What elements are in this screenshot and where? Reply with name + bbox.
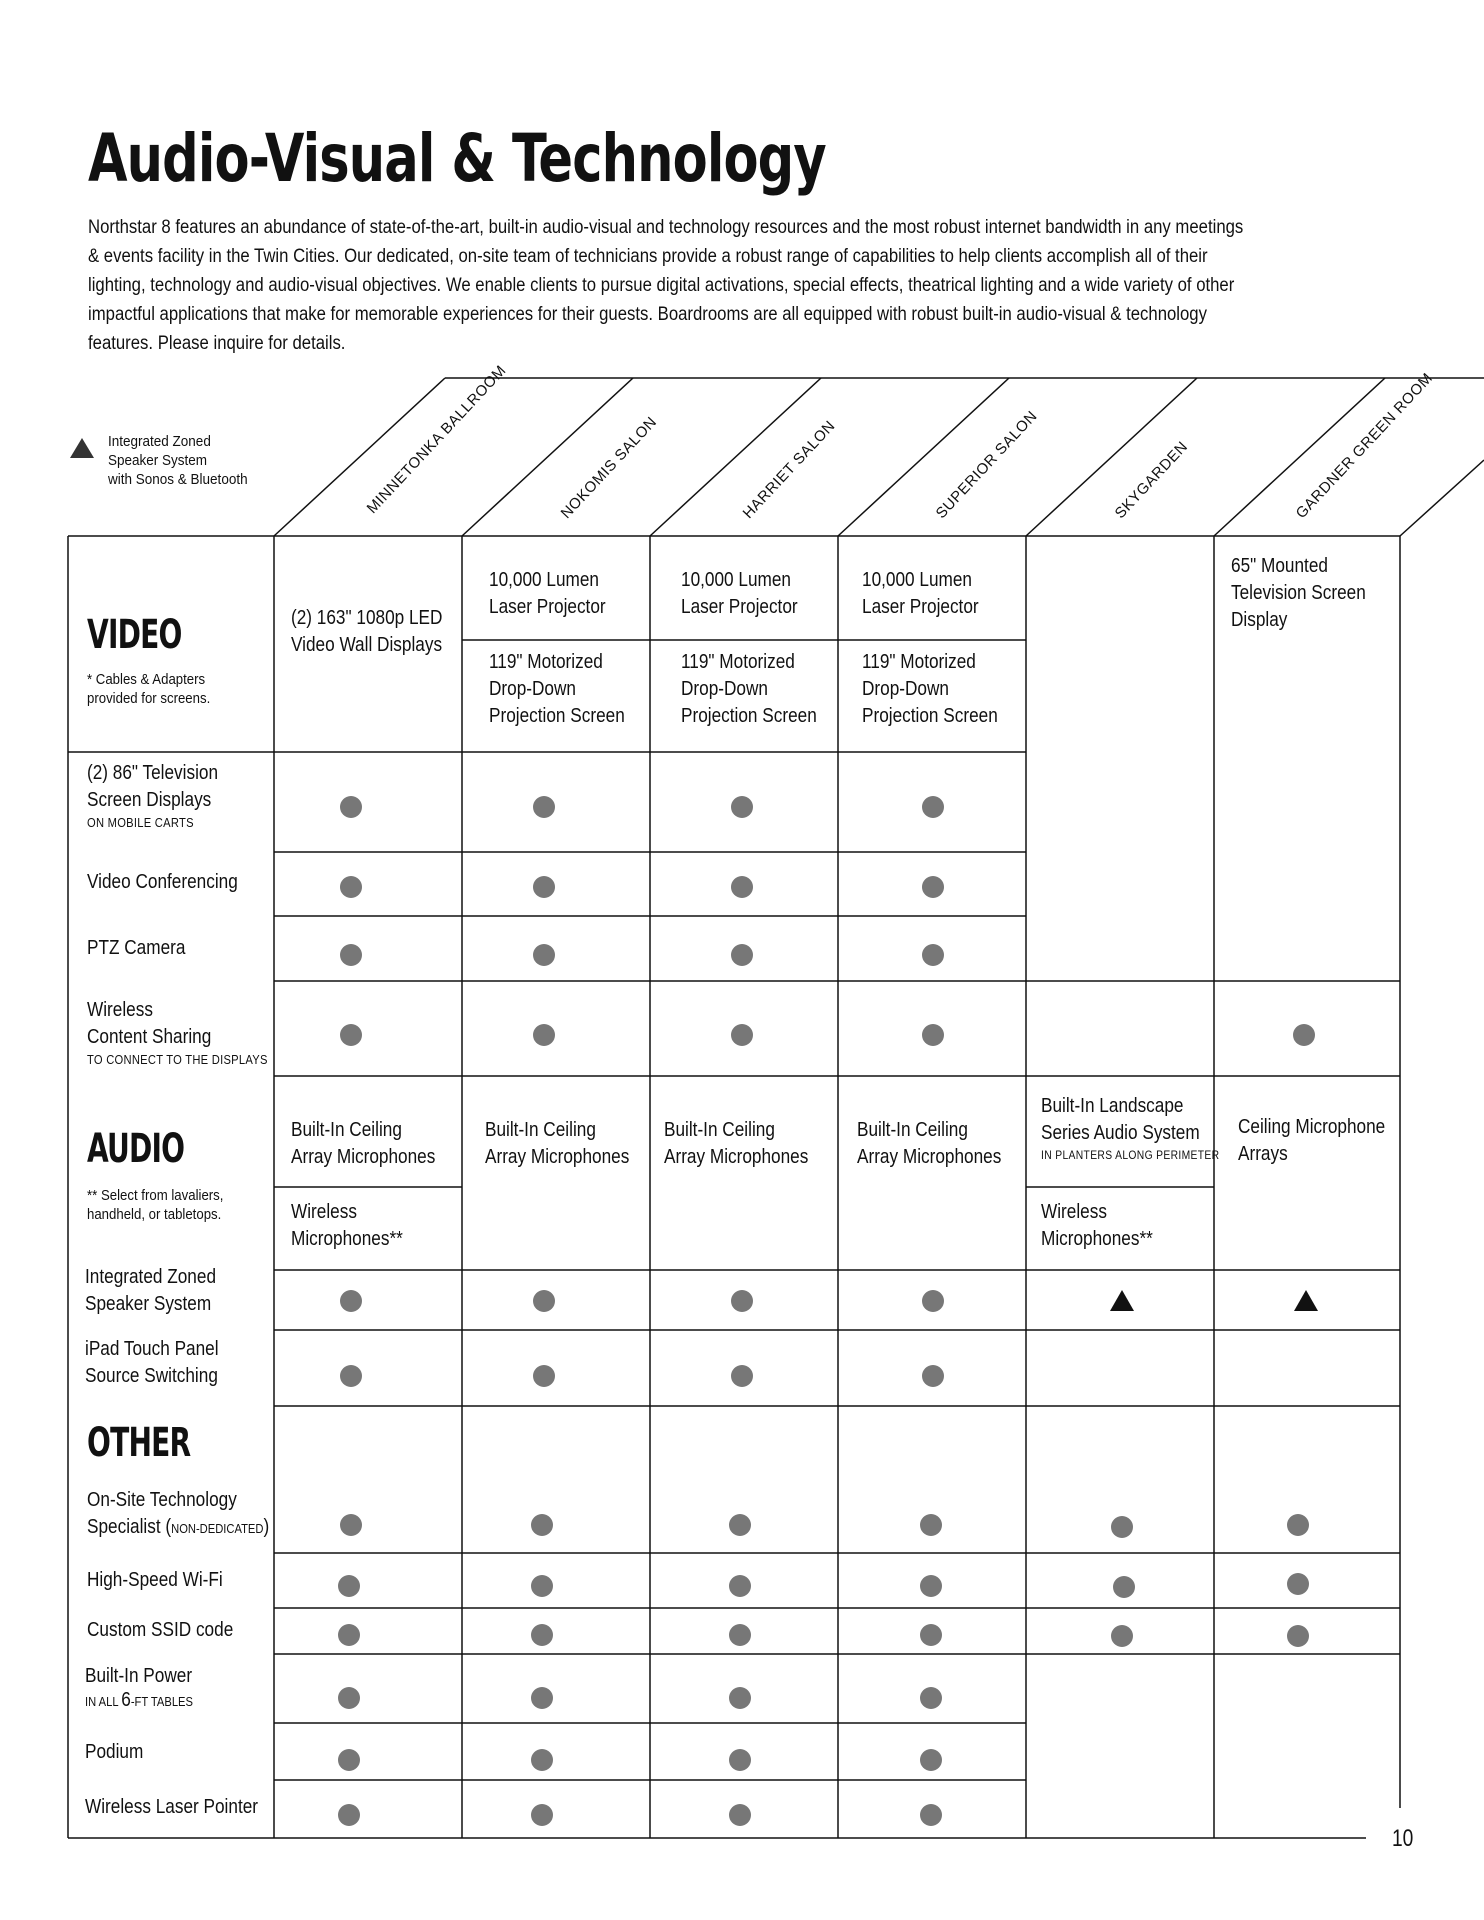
video-note — [87, 670, 210, 708]
cell-line: Projection Screen — [489, 705, 625, 727]
availability-dot — [922, 796, 944, 818]
availability-dot — [729, 1514, 751, 1536]
cell-line: Series Audio System — [1041, 1122, 1200, 1144]
availability-dot — [729, 1749, 751, 1771]
cell-line: Built-In Landscape — [1041, 1095, 1184, 1117]
cell-screen-superior — [862, 649, 998, 730]
cell-line: Built-In Ceiling — [485, 1119, 596, 1141]
label-line: Speaker System — [85, 1293, 212, 1315]
cell-line: Projection Screen — [681, 705, 817, 727]
availability-dot — [533, 876, 555, 898]
cell-line: 10,000 Lumen — [862, 569, 972, 591]
availability-dot — [920, 1687, 942, 1709]
cell-line: 119" Motorized — [681, 651, 795, 673]
cell-line: Built-In Ceiling — [291, 1119, 402, 1141]
cell-line: Projection Screen — [862, 705, 998, 727]
availability-dot — [1113, 1576, 1135, 1598]
cell-screen-nokomis — [489, 649, 625, 730]
cell-wireless-mics-skygarden — [1041, 1199, 1153, 1253]
audio-note — [87, 1186, 223, 1224]
availability-dot — [922, 1365, 944, 1387]
availability-dot — [533, 1365, 555, 1387]
availability-dot — [1287, 1625, 1309, 1647]
availability-dot — [340, 1290, 362, 1312]
cell-line: Drop-Down — [681, 678, 768, 700]
label-sub-text: -FT TABLES — [130, 1694, 193, 1709]
label-sub-number: 6 — [121, 1689, 131, 1711]
label-line: (2) 86" Television — [87, 762, 219, 784]
column-header-nokomis: NOKOMIS SALON — [557, 413, 661, 522]
availability-dot — [920, 1514, 942, 1536]
page-number: 10 — [1392, 1825, 1414, 1852]
availability-dot — [531, 1624, 553, 1646]
row-label-laser-pointer: Wireless Laser Pointer — [85, 1796, 259, 1818]
cell-line: 10,000 Lumen — [489, 569, 599, 591]
cell-line: Built-In Ceiling — [664, 1119, 775, 1141]
availability-dot — [340, 944, 362, 966]
section-title-video: VIDEO — [87, 612, 182, 658]
label-line: Built-In Power — [85, 1665, 193, 1687]
availability-dot — [338, 1804, 360, 1826]
cell-line: Wireless — [1041, 1201, 1107, 1223]
cell-line: Laser Projector — [862, 596, 979, 618]
cell-line: Array Microphones — [664, 1146, 809, 1168]
cell-line: Video Wall Displays — [291, 634, 443, 656]
note-line: ** Select from lavaliers, — [87, 1187, 224, 1204]
availability-dot — [340, 1024, 362, 1046]
cell-ceiling-array-superior — [857, 1117, 1001, 1171]
row-label-ipad-touch-panel — [85, 1336, 219, 1390]
cell-projector-superior — [862, 567, 979, 621]
label-text: Specialist ( — [87, 1516, 172, 1538]
label-line: Integrated Zoned — [85, 1266, 217, 1288]
label-line: On-Site Technology — [87, 1489, 237, 1511]
cell-line: Microphones** — [1041, 1228, 1153, 1250]
label-line — [87, 1514, 269, 1542]
availability-dot — [533, 1290, 555, 1312]
cell-projector-nokomis — [489, 567, 606, 621]
label-sub: NON-DEDICATED — [171, 1521, 264, 1536]
row-label-ptz-camera: PTZ Camera — [87, 937, 186, 959]
availability-dot — [731, 1024, 753, 1046]
cell-projector-harriet — [681, 567, 798, 621]
label-line: Source Switching — [85, 1365, 218, 1387]
availability-dot — [729, 1687, 751, 1709]
cell-line: Television Screen — [1231, 582, 1366, 604]
cell-line: Ceiling Microphone — [1238, 1116, 1386, 1138]
availability-dot — [731, 1365, 753, 1387]
column-header-minnetonka: MINNETONKA BALLROOM — [363, 362, 510, 517]
cell-line: Array Microphones — [485, 1146, 630, 1168]
row-label-built-in-power — [85, 1663, 193, 1712]
availability-dot — [531, 1687, 553, 1709]
row-label-wireless-content-sharing — [87, 997, 268, 1068]
cell-line: 119" Motorized — [489, 651, 603, 673]
availability-dot — [533, 796, 555, 818]
availability-dot — [1111, 1516, 1133, 1538]
availability-dot — [731, 876, 753, 898]
availability-dot — [922, 1290, 944, 1312]
cell-line: Laser Projector — [489, 596, 606, 618]
column-header-gardner: GARDNER GREEN ROOM — [1292, 369, 1437, 522]
label-sub-text: IN ALL — [85, 1694, 122, 1709]
row-label-wifi: High-Speed Wi-Fi — [87, 1569, 223, 1591]
availability-dot — [338, 1687, 360, 1709]
row-label-video-conferencing: Video Conferencing — [87, 871, 238, 893]
row-label-on-site-technology — [87, 1487, 269, 1542]
cell-line: Arrays — [1238, 1143, 1288, 1165]
availability-dot — [731, 944, 753, 966]
availability-dot — [1287, 1573, 1309, 1595]
availability-dot — [1111, 1625, 1133, 1647]
cell-line: 10,000 Lumen — [681, 569, 791, 591]
cell-line: 119" Motorized — [862, 651, 976, 673]
availability-dot — [340, 796, 362, 818]
label-sub: ON MOBILE CARTS — [87, 815, 194, 830]
cell-ceiling-mic-gardner — [1238, 1114, 1385, 1168]
availability-dot — [1287, 1514, 1309, 1536]
column-header-harriet: HARRIET SALON — [739, 417, 839, 522]
legend-line: Speaker System — [108, 452, 208, 469]
triangle-icon — [1110, 1290, 1134, 1311]
availability-dot — [922, 1024, 944, 1046]
availability-dot — [531, 1804, 553, 1826]
availability-dot — [531, 1749, 553, 1771]
row-label-tv — [87, 760, 218, 831]
label-line: iPad Touch Panel — [85, 1338, 219, 1360]
note-line: provided for screens. — [87, 690, 211, 707]
availability-dot — [922, 944, 944, 966]
cell-screen-harriet — [681, 649, 817, 730]
row-label-integrated-zoned-speaker — [85, 1264, 216, 1318]
page-title: Audio-Visual & Technology — [88, 120, 826, 197]
availability-dot — [920, 1575, 942, 1597]
cell-line: Laser Projector — [681, 596, 798, 618]
label-text: ) — [263, 1516, 270, 1538]
cell-line: Drop-Down — [862, 678, 949, 700]
cell-line: 65" Mounted — [1231, 555, 1328, 577]
label-line: Screen Displays — [87, 789, 212, 811]
note-line: handheld, or tabletops. — [87, 1206, 222, 1223]
note-line: * Cables & Adapters — [87, 671, 206, 688]
availability-dot — [729, 1804, 751, 1826]
availability-dot — [731, 1290, 753, 1312]
cell-ceiling-array-nokomis — [485, 1117, 629, 1171]
availability-dot — [531, 1514, 553, 1536]
availability-dot — [920, 1749, 942, 1771]
availability-dot — [533, 1024, 555, 1046]
availability-dot — [920, 1624, 942, 1646]
cell-ceiling-array-harriet — [664, 1117, 808, 1171]
cell-line: Wireless — [291, 1201, 357, 1223]
row-label-podium: Podium — [85, 1741, 144, 1763]
row-label-ssid: Custom SSID code — [87, 1619, 234, 1641]
availability-dot — [340, 1514, 362, 1536]
legend-line: Integrated Zoned — [108, 433, 211, 450]
cell-ceiling-array-minnetonka — [291, 1117, 435, 1171]
availability-dot — [338, 1575, 360, 1597]
cell-sub: IN PLANTERS ALONG PERIMETER — [1041, 1148, 1220, 1162]
availability-dot — [531, 1575, 553, 1597]
cell-line: Array Microphones — [291, 1146, 436, 1168]
cell-wireless-mics-minnetonka — [291, 1199, 403, 1253]
section-title-audio: AUDIO — [87, 1126, 185, 1172]
cell-line: (2) 163" 1080p LED — [291, 607, 443, 629]
availability-dot — [731, 796, 753, 818]
intro-paragraph: Northstar 8 features an abundance of state-of-the-art, built-in audio-visual and technology resources and the most robust internet bandwidth in any meetings & events facility in the Twin Cities. Our dedicated, on-site team of technicians provide a robust range of capabilities to help clients accomplish all of their lighting, technology and audio-visual objectives. We enable clients to pursue digital activations, special effects, theatrical lighting and a wide variety of other impactful applications that make for memorable experiences for their guests. Boardrooms are all equipped with robust built-in audio-visual & technology features. Please inquire for details. — [88, 217, 1244, 354]
legend-line: with Sonos & Bluetooth — [108, 471, 248, 488]
cell-video-wall — [291, 605, 442, 659]
cell-line: Microphones** — [291, 1228, 403, 1250]
cell-line: Display — [1231, 609, 1288, 631]
availability-dot — [340, 876, 362, 898]
cell-line: Array Microphones — [857, 1146, 1002, 1168]
availability-dot — [729, 1575, 751, 1597]
cell-line: Drop-Down — [489, 678, 576, 700]
label-sub: TO CONNECT TO THE DISPLAYS — [87, 1052, 268, 1067]
availability-dot — [1293, 1024, 1315, 1046]
label-line: Wireless — [87, 999, 153, 1021]
availability-dot — [729, 1624, 751, 1646]
cell-mounted-tv — [1231, 553, 1366, 634]
cell-line: Built-In Ceiling — [857, 1119, 968, 1141]
availability-dot — [340, 1365, 362, 1387]
availability-dot — [922, 876, 944, 898]
column-header-superior: SUPERIOR SALON — [932, 407, 1041, 522]
availability-dot — [533, 944, 555, 966]
availability-dot — [338, 1624, 360, 1646]
availability-dot — [338, 1749, 360, 1771]
triangle-icon — [1294, 1290, 1318, 1311]
availability-dot — [920, 1804, 942, 1826]
label-sub — [85, 1690, 193, 1712]
section-title-other: OTHER — [87, 1420, 191, 1466]
column-header-skygarden: SKYGARDEN — [1111, 438, 1192, 522]
cell-landscape-audio — [1041, 1093, 1219, 1164]
label-line: Content Sharing — [87, 1026, 212, 1048]
